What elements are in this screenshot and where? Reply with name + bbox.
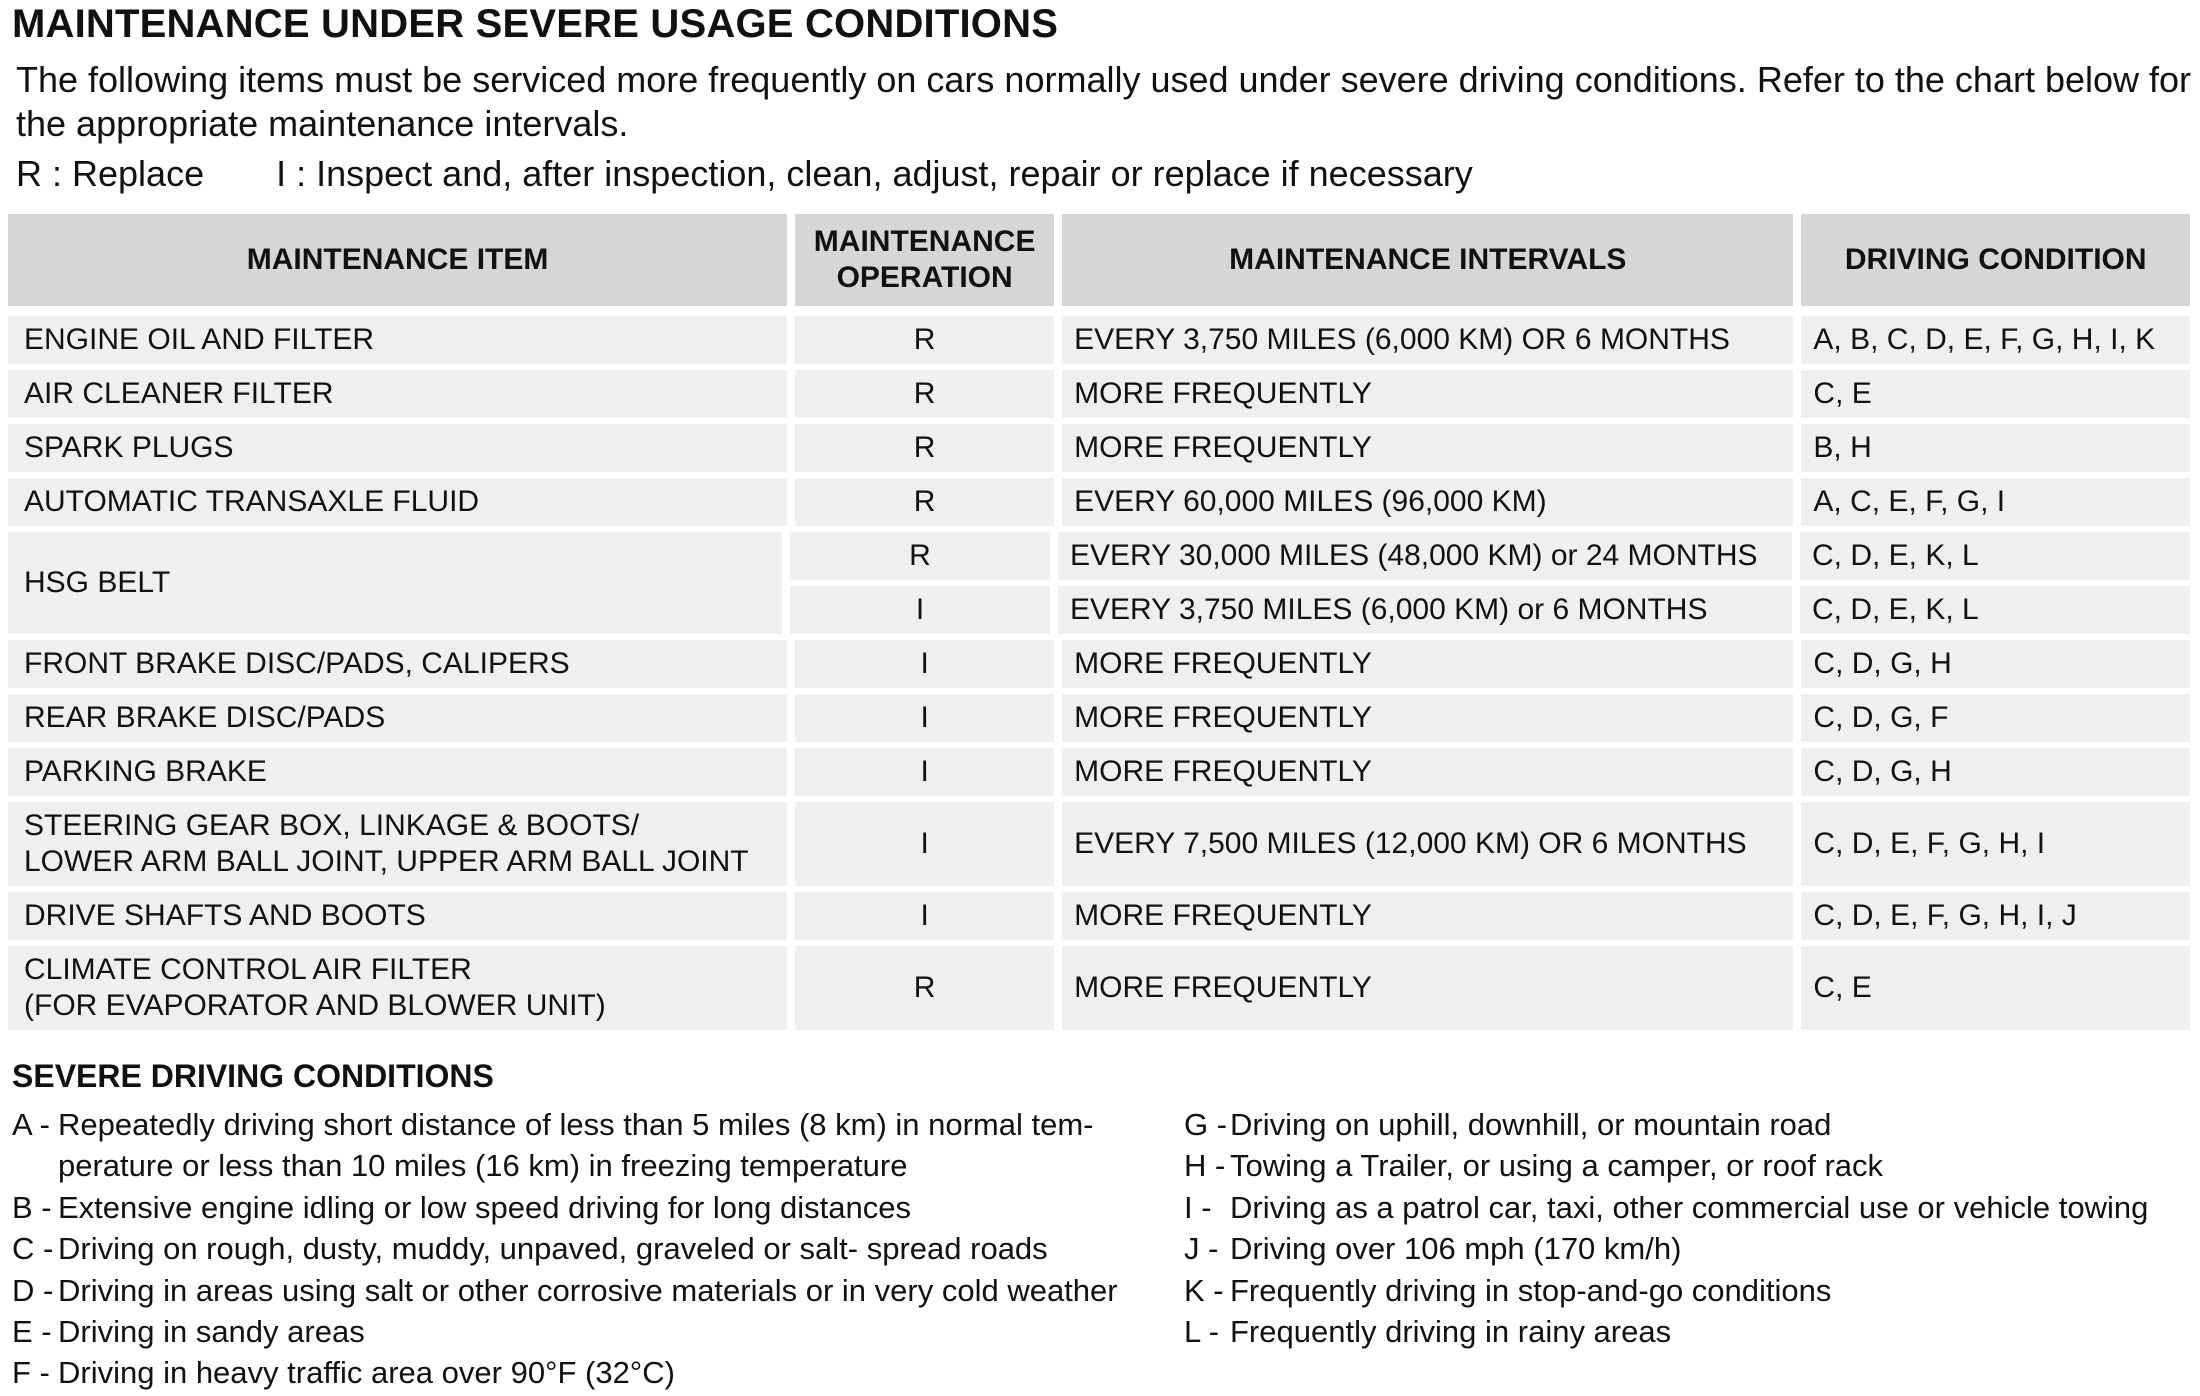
- row-item: SPARK PLUGS: [8, 424, 787, 472]
- row-item: FRONT BRAKE DISC/PADS, CALIPERS: [8, 640, 787, 688]
- condition-item: [1184, 1311, 2194, 1352]
- condition-item: [1184, 1228, 2194, 1269]
- header-operation-line2: OPERATION: [836, 261, 1013, 294]
- condition-text: Repeatedly driving short distance of less than 5 miles (8 km) in normal tem-perature or less than 10 miles (16 km) in freezing temperature: [58, 1107, 1094, 1184]
- table-row: [8, 316, 2190, 364]
- condition-label: L -: [1184, 1314, 1228, 1350]
- row-interval: MORE FREQUENTLY: [1062, 946, 1793, 1030]
- condition-label: K -: [1184, 1272, 1233, 1308]
- condition-label: A -: [12, 1107, 59, 1142]
- page-title: MAINTENANCE UNDER SEVERE USAGE CONDITIONS: [12, 2, 1059, 46]
- condition-label: E -: [12, 1314, 61, 1350]
- header-driving-condition: DRIVING CONDITION: [1801, 214, 2190, 306]
- row-item: HSG BELT: [8, 532, 782, 634]
- condition-label: C -: [12, 1231, 62, 1267]
- condition-label: B -: [12, 1189, 61, 1225]
- condition-text: Driving in sandy areas: [58, 1314, 365, 1350]
- row-interval: EVERY 3,750 MILES (6,000 KM) or 6 MONTHS: [1058, 586, 1792, 634]
- condition-item: [12, 1187, 1162, 1228]
- condition-item: [12, 1104, 1162, 1187]
- row-interval: MORE FREQUENTLY: [1062, 640, 1793, 688]
- row-item: ENGINE OIL AND FILTER: [8, 316, 787, 364]
- condition-label: F -: [12, 1355, 59, 1391]
- row-operation: R: [795, 946, 1054, 1030]
- condition-item: [12, 1228, 1162, 1269]
- row-item: DRIVE SHAFTS AND BOOTS: [8, 892, 787, 940]
- row-item: REAR BRAKE DISC/PADS: [8, 694, 787, 742]
- row-operation: I: [795, 802, 1054, 886]
- row-item: AUTOMATIC TRANSAXLE FLUID: [8, 478, 787, 526]
- table-row: [8, 748, 2190, 796]
- legend-inspect: I : Inspect and, after inspection, clean, adjust, repair or replace if necessary: [276, 153, 1473, 194]
- row-interval: MORE FREQUENTLY: [1062, 424, 1793, 472]
- row-condition: C, D, E, F, G, H, I, J: [1801, 892, 2190, 940]
- row-item: PARKING BRAKE: [8, 748, 787, 796]
- condition-label: H -: [1184, 1148, 1234, 1184]
- maintenance-table: [8, 214, 2190, 1036]
- row-condition: C, D, G, F: [1801, 694, 2190, 742]
- row-condition: C, D, E, K, L: [1800, 532, 2190, 580]
- row-interval: MORE FREQUENTLY: [1062, 892, 1793, 940]
- row-interval: MORE FREQUENTLY: [1062, 748, 1793, 796]
- condition-text: Frequently driving in rainy areas: [1230, 1314, 1672, 1350]
- row-condition: C, E: [1801, 946, 2190, 1030]
- table-row: [8, 424, 2190, 472]
- row-operation: R: [795, 424, 1054, 472]
- table-row: [8, 946, 2190, 1030]
- table-subrow: [790, 532, 2190, 580]
- severe-conditions-left: [12, 1104, 1162, 1394]
- row-interval: EVERY 60,000 MILES (96,000 KM): [1062, 478, 1793, 526]
- row-condition: A, B, C, D, E, F, G, H, I, K: [1801, 316, 2190, 364]
- condition-item: [12, 1311, 1162, 1352]
- condition-text: Frequently driving in stop-and-go conditions: [1230, 1272, 1832, 1308]
- row-condition: C, D, G, H: [1801, 748, 2190, 796]
- row-operation: I: [795, 748, 1054, 796]
- table-row: [8, 694, 2190, 742]
- operation-legend: [16, 152, 1473, 196]
- severe-conditions-right: [1184, 1104, 2194, 1352]
- hsg-sub-rows: [790, 532, 2190, 634]
- condition-text: Driving as a patrol car, taxi, other commercial use or vehicle towing: [1230, 1189, 2149, 1225]
- row-operation: R: [790, 532, 1050, 580]
- row-condition: B, H: [1801, 424, 2190, 472]
- condition-item: [12, 1270, 1162, 1311]
- row-interval: MORE FREQUENTLY: [1062, 370, 1793, 418]
- header-maintenance-operation: [795, 214, 1054, 306]
- condition-item: [1184, 1270, 2194, 1311]
- condition-item: [1184, 1187, 2194, 1228]
- condition-label: D -: [12, 1272, 62, 1308]
- intro-paragraph: The following items must be serviced more frequently on cars normally used under severe driving conditions. Refer to the chart below for the appropriate maintenance intervals.: [16, 59, 2192, 144]
- condition-text: Driving on rough, dusty, muddy, unpaved, graveled or salt- spread roads: [58, 1231, 1048, 1267]
- row-condition: C, D, G, H: [1801, 640, 2190, 688]
- row-interval: EVERY 7,500 MILES (12,000 KM) OR 6 MONTHS: [1062, 802, 1793, 886]
- row-interval: EVERY 3,750 MILES (6,000 KM) OR 6 MONTHS: [1062, 316, 1793, 364]
- row-condition: A, C, E, F, G, I: [1801, 478, 2190, 526]
- row-item: AIR CLEANER FILTER: [8, 370, 787, 418]
- condition-item: [1184, 1145, 2194, 1186]
- row-condition: C, D, E, F, G, H, I: [1801, 802, 2190, 886]
- table-row: [8, 478, 2190, 526]
- row-item-line1: STEERING GEAR BOX, LINKAGE & BOOTS/: [24, 809, 640, 842]
- row-operation: R: [795, 370, 1054, 418]
- condition-item: [1184, 1104, 2194, 1145]
- table-row: [8, 640, 2190, 688]
- table-header-row: [8, 214, 2190, 306]
- row-operation: I: [795, 892, 1054, 940]
- row-item: [8, 802, 787, 886]
- condition-label: G -: [1184, 1107, 1236, 1142]
- table-row-hsg-belt: [8, 532, 2190, 634]
- row-item-line2: LOWER ARM BALL JOINT, UPPER ARM BALL JOINT: [24, 845, 749, 878]
- condition-text: Towing a Trailer, or using a camper, or roof rack: [1230, 1148, 1884, 1184]
- row-condition: C, D, E, K, L: [1800, 586, 2190, 634]
- header-maintenance-intervals: MAINTENANCE INTERVALS: [1062, 214, 1793, 306]
- table-row: [8, 892, 2190, 940]
- condition-text: Extensive engine idling or low speed driving for long distances: [58, 1189, 911, 1225]
- row-interval: EVERY 30,000 MILES (48,000 KM) or 24 MONTHS: [1058, 532, 1792, 580]
- row-operation: I: [795, 640, 1054, 688]
- condition-label: I -: [1184, 1189, 1221, 1225]
- header-maintenance-item: MAINTENANCE ITEM: [8, 214, 787, 306]
- legend-replace: R : Replace: [16, 153, 205, 194]
- condition-label: J -: [1184, 1231, 1228, 1267]
- row-item-line2: (FOR EVAPORATOR AND BLOWER UNIT): [24, 989, 606, 1022]
- severe-conditions-title: SEVERE DRIVING CONDITIONS: [12, 1058, 494, 1094]
- table-subrow: [790, 586, 2190, 634]
- row-operation: I: [790, 586, 1050, 634]
- condition-text: Driving in areas using salt or other corrosive materials or in very cold weather: [58, 1272, 1118, 1308]
- table-row: [8, 802, 2190, 886]
- row-operation: R: [795, 316, 1054, 364]
- row-item: [8, 946, 787, 1030]
- condition-text: Driving over 106 mph (170 km/h): [1230, 1231, 1682, 1267]
- condition-item: [12, 1352, 1162, 1393]
- condition-text: Driving on uphill, downhill, or mountain road: [1230, 1107, 1832, 1142]
- header-operation-line1: MAINTENANCE: [813, 225, 1036, 258]
- row-operation: R: [795, 478, 1054, 526]
- condition-text: Driving in heavy traffic area over 90°F (32°C): [58, 1355, 675, 1391]
- table-row: [8, 370, 2190, 418]
- row-condition: C, E: [1801, 370, 2190, 418]
- row-operation: I: [795, 694, 1054, 742]
- row-interval: MORE FREQUENTLY: [1062, 694, 1793, 742]
- row-item-line1: CLIMATE CONTROL AIR FILTER: [24, 953, 472, 986]
